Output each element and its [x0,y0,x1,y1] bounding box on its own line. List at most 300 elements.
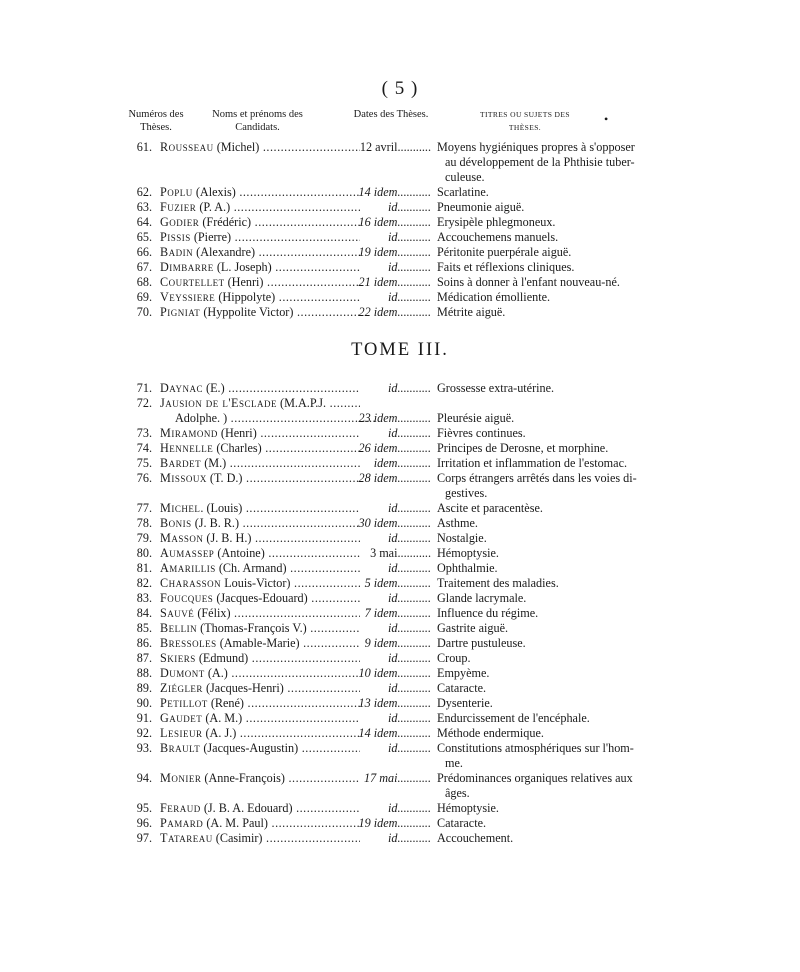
thesis-date: id ..... [355,621,431,636]
thesis-date: id ..... [355,801,431,816]
thesis-title-line: Pneumonie aiguë. [437,200,525,214]
candidate-given-names: . (Louis) [200,501,243,515]
thesis-title-line: gestives. [445,486,488,500]
header-names: Noms et prénoms des Candidats. [212,109,303,133]
candidate-given-names: (Frédéric) [199,215,252,229]
thesis-number: 65. [136,230,152,244]
thesis-title-line: au développement de la Phthisie tuber- [445,155,635,169]
header-numbers: Numéros des Thèses. [128,109,184,133]
thesis-date: id ..... [355,501,431,516]
thesis-title-line: Moyens hygiéniques propres à s'opposer [437,140,635,154]
candidate-given-names: (Charles) [213,441,262,455]
candidate-surname: Rousseau [160,140,214,154]
thesis-title [437,275,682,290]
thesis-title-line: Croup. [437,651,471,665]
thesis-entry [0,275,800,290]
candidate-name [160,245,360,260]
thesis-date: id ..... [355,426,431,441]
thesis-number: 74. [136,441,152,455]
thesis-number: 86. [136,636,152,650]
candidate-surname: Petillot [160,696,208,710]
thesis-date: 30 idem ..... [355,516,431,531]
thesis-entry [0,531,800,546]
thesis-date: id ..... [355,651,431,666]
thesis-date: 17 mai ..... [355,771,431,786]
thesis-number: 80. [136,546,152,560]
thesis-number: 82. [136,576,152,590]
thesis-title-line: Médication émolliente. [437,290,551,304]
thesis-entry [0,185,800,200]
thesis-date: 14 idem ..... [355,185,431,200]
thesis-date: id ..... [355,260,431,275]
thesis-title [437,651,682,666]
thesis-entry [0,426,800,441]
candidate-surname: Missoux [160,471,207,485]
candidate-given-names: (M.A.P.J. [276,396,327,410]
thesis-title [437,741,682,771]
thesis-entry [0,140,800,185]
thesis-title-line: Méthode endermique. [437,726,544,740]
thesis-title-line: âges. [445,786,470,800]
thesis-date: 13 idem ..... [355,696,431,711]
candidate-name [160,426,360,441]
thesis-entry [0,636,800,651]
thesis-title-line: Endurcissement de l'encéphale. [437,711,590,725]
candidate-given-names: (E.) [202,381,225,395]
thesis-entry [0,561,800,576]
thesis-number: 77. [136,501,152,515]
thesis-number: 62. [136,185,152,199]
thesis-date: 7 idem ..... [355,606,431,621]
thesis-entry [0,546,800,561]
thesis-number: 68. [136,275,152,289]
thesis-title [437,681,682,696]
thesis-title-line: Dartre pustuleuse. [437,636,526,650]
thesis-number: 71. [136,381,152,395]
thesis-title-line: Dysenterie. [437,696,493,710]
thesis-title-line: Scarlatine. [437,185,489,199]
thesis-entry [0,200,800,215]
thesis-title-line: Principes de Derosne, et morphine. [437,441,609,455]
candidate-surname: Pamard [160,816,204,830]
thesis-title-line: Ophthalmie. [437,561,498,575]
thesis-number: 69. [136,290,152,304]
thesis-entry [0,260,800,275]
candidate-name [160,576,360,591]
thesis-entry [0,230,800,245]
candidate-given-names: (Jacques-Augustin) [200,741,299,755]
candidate-given-names: (Anne-François) [201,771,285,785]
candidate-name [160,546,360,561]
candidate-surname: Bonis [160,516,192,530]
thesis-number: 81. [136,561,152,575]
candidate-given-names: (René) [207,696,244,710]
thesis-entry [0,290,800,305]
candidate-name [160,606,360,621]
thesis-number: 84. [136,606,152,620]
thesis-title-line: Pleurésie aiguë. [437,411,515,425]
thesis-title [437,290,682,305]
candidate-given-names: (P. A.) [196,200,231,214]
candidate-name [160,140,360,155]
thesis-entry [0,831,800,846]
thesis-number: 75. [136,456,152,470]
candidate-given-names: (M.) [201,456,227,470]
candidate-name [160,185,360,200]
candidate-given-names: (Hyppolite Victor) [200,305,294,319]
thesis-date: 21 idem ..... [355,275,431,290]
thesis-title-line: Erysipèle phlegmoneux. [437,215,556,229]
thesis-title [437,591,682,606]
candidate-given-names: (Félix) [194,606,231,620]
thesis-number: 97. [136,831,152,845]
candidate-name [160,621,360,636]
thesis-title-line: Asthme. [437,516,478,530]
candidate-name [160,561,360,576]
thesis-date: 3 mai ..... [355,546,431,561]
thesis-number: 63. [136,200,152,214]
thesis-number: 76. [136,471,152,485]
thesis-entry [0,816,800,831]
thesis-number: 90. [136,696,152,710]
thesis-title-line: Glande lacrymale. [437,591,527,605]
candidate-surname: Skiers [160,651,196,665]
candidate-given-names: (Alexandre) [193,245,256,259]
thesis-title-line: Grossesse extra-utérine. [437,381,555,395]
thesis-entry [0,606,800,621]
thesis-title [437,230,682,245]
candidate-surname: Monier [160,771,202,785]
thesis-entry [0,666,800,681]
candidate-surname: Pigniat [160,305,201,319]
thesis-number: 83. [136,591,152,605]
thesis-title [437,816,682,831]
thesis-entry [0,381,800,396]
candidate-given-names: (Alexis) [192,185,236,199]
thesis-list-tome-3 [0,381,800,846]
thesis-number: 66. [136,245,152,259]
candidate-given-names: (A. M. Paul) [203,816,268,830]
thesis-entry [0,215,800,230]
thesis-number: 91. [136,711,152,725]
thesis-title [437,606,682,621]
header-titles: TITRES OU SUJETS DES THÈSES. [480,110,570,132]
candidate-given-names: (Henri) [224,275,264,289]
candidate-name [160,396,360,411]
candidate-name [160,531,360,546]
thesis-date: id ..... [355,831,431,846]
thesis-number: 70. [136,305,152,319]
header-dates: Dates des Thèses. [353,109,429,120]
candidate-name [160,200,360,215]
candidate-surname: Gaudet [160,711,203,725]
thesis-date: id ..... [355,381,431,396]
thesis-title [437,831,682,846]
candidate-surname: Poplu [160,185,193,199]
thesis-date: id ..... [355,531,431,546]
thesis-entry [0,681,800,696]
thesis-title [437,546,682,561]
candidate-name [160,636,360,651]
thesis-title [437,200,682,215]
candidate-surname: Brault [160,741,201,755]
thesis-title-line: Corps étrangers arrêtés dans les voies di- [437,471,637,485]
candidate-name [160,771,360,786]
thesis-list-part-1 [0,140,800,320]
thesis-title-line: Soins à donner à l'enfant nouveau-né. [437,275,620,289]
thesis-title [437,711,682,726]
candidate-name [160,381,360,396]
thesis-number: 87. [136,651,152,665]
thesis-number: 61. [136,140,152,154]
thesis-title-line: Gastrite aiguë. [437,621,509,635]
thesis-title [437,441,682,456]
thesis-number: 93. [136,741,152,755]
candidate-name [160,831,360,846]
thesis-title [437,305,682,320]
candidate-given-names: (Henri) [217,426,257,440]
candidate-name [160,666,360,681]
candidate-surname: Masson [160,531,204,545]
thesis-title [437,696,682,711]
thesis-title [437,576,682,591]
thesis-title-line: Faits et réflexions cliniques. [437,260,575,274]
candidate-name [160,801,360,816]
candidate-given-names: (Edmund) [195,651,249,665]
thesis-title-line: Cataracte. [437,681,487,695]
thesis-title [437,140,682,185]
candidate-given-names: (A. M.) [202,711,243,725]
candidate-given-names-cont: Adolphe. ) ..... [175,411,375,426]
candidate-given-names: (J. B. H.) [203,531,252,545]
section-title: TOME III. [351,340,449,360]
candidate-name [160,230,360,245]
thesis-entry [0,441,800,456]
thesis-date: id ..... [355,561,431,576]
thesis-entry [0,471,800,501]
thesis-date: 23 idem ..... [355,411,431,426]
thesis-date: 26 idem ..... [355,441,431,456]
thesis-entry [0,771,800,801]
candidate-given-names: (Thomas-François V.) [197,621,307,635]
thesis-number: 96. [136,816,152,830]
thesis-title [437,801,682,816]
thesis-title-line: culeuse. [445,170,485,184]
thesis-entry [0,726,800,741]
thesis-entry [0,591,800,606]
candidate-surname: Dumont [160,666,205,680]
thesis-title [437,516,682,531]
bullet-mark: • [604,112,609,126]
thesis-entry [0,651,800,666]
thesis-number: 79. [136,531,152,545]
thesis-title [437,621,682,636]
candidate-surname: Feraud [160,801,201,815]
candidate-surname: Pissis [160,230,191,244]
thesis-title-line: Irritation et inflammation de l'estomac. [437,456,628,470]
thesis-title-line: Métrite aiguë. [437,305,506,319]
thesis-title-line: Ascite et paracentèse. [437,501,543,515]
thesis-title-line: Influence du régime. [437,606,539,620]
thesis-title-line: Prédominances organiques relatives aux [437,771,633,785]
thesis-number: 67. [136,260,152,274]
candidate-given-names: (T. D.) [206,471,243,485]
thesis-number: 94. [136,771,152,785]
thesis-title-line: me. [445,756,463,770]
candidate-surname: Veyssiere [160,290,216,304]
candidate-surname: Courtellet [160,275,225,289]
thesis-title-line: Empyème. [437,666,490,680]
thesis-entry [0,305,800,320]
thesis-entry [0,696,800,711]
thesis-title [437,771,682,801]
thesis-title-line: Nostalgie. [437,531,487,545]
candidate-given-names: (J. B. A. Edouard) [200,801,293,815]
thesis-entry [0,741,800,771]
thesis-date: id ..... [355,681,431,696]
candidate-surname: Foucques [160,591,214,605]
thesis-title-line: Fièvres continues. [437,426,526,440]
candidate-surname: Badin [160,245,194,259]
thesis-title [437,471,682,501]
thesis-entry [0,456,800,471]
candidate-given-names: (Pierre) [190,230,232,244]
thesis-date: id ..... [355,290,431,305]
thesis-title [437,185,682,200]
candidate-given-names: Louis-Victor) [221,576,291,590]
thesis-title-line: Hémoptysie. [437,546,499,560]
candidate-given-names: (L. Joseph) [213,260,272,274]
thesis-title [437,726,682,741]
candidate-surname: Sauvé [160,606,195,620]
candidate-given-names: (Michel) [213,140,260,154]
candidate-surname: Ziégler [160,681,203,695]
thesis-entry [0,801,800,816]
candidate-name [160,275,360,290]
candidate-name [160,516,360,531]
thesis-number: 89. [136,681,152,695]
candidate-surname: Bardet [160,456,202,470]
candidate-surname: Dimbarre [160,260,214,274]
thesis-title [437,636,682,651]
page-number: ( 5 ) [381,78,419,99]
candidate-given-names: (J. B. R.) [191,516,240,530]
candidate-given-names: (Casimir) [212,831,263,845]
thesis-number: 85. [136,621,152,635]
thesis-number: 78. [136,516,152,530]
thesis-number: 92. [136,726,152,740]
thesis-title [437,531,682,546]
thesis-title-line: Constitutions atmosphériques sur l'hom- [437,741,634,755]
thesis-title [437,501,682,516]
thesis-title [437,561,682,576]
candidate-name [160,696,360,711]
thesis-entry [0,245,800,260]
candidate-surname: Hennelle [160,441,214,455]
thesis-entry [0,621,800,636]
candidate-given-names: (Jacques-Edouard) [213,591,308,605]
candidate-name [160,471,360,486]
thesis-date: 16 idem ..... [355,215,431,230]
thesis-date: id ..... [355,591,431,606]
thesis-date: id ..... [355,230,431,245]
thesis-date: 12 avril ..... [355,140,431,155]
thesis-date: id ..... [355,711,431,726]
thesis-number: 64. [136,215,152,229]
thesis-title-line: Accouchemens manuels. [437,230,559,244]
thesis-title [437,245,682,260]
thesis-number: 72. [136,396,152,410]
candidate-surname: Fuzier [160,200,197,214]
thesis-entry [0,576,800,591]
candidate-surname: Aumassep [160,546,215,560]
candidate-name [160,711,360,726]
thesis-date: idem ..... [355,456,431,471]
candidate-surname: Jausion de l'Esclade [160,396,277,410]
candidate-surname: Tatareau [160,831,213,845]
thesis-title [437,215,682,230]
candidate-surname: Bellin [160,621,198,635]
thesis-date: id ..... [355,200,431,215]
candidate-given-names: (Antoine) [214,546,265,560]
candidate-name [160,651,360,666]
thesis-date: 28 idem ..... [355,471,431,486]
candidate-name [160,501,360,516]
candidate-surname: Lesieur [160,726,203,740]
thesis-title [437,411,682,426]
thesis-title-line: Cataracte. [437,816,487,830]
candidate-name [160,215,360,230]
candidate-surname: Godier [160,215,200,229]
candidate-given-names: (A. J.) [202,726,237,740]
thesis-title [437,381,682,396]
thesis-number: 95. [136,801,152,815]
thesis-date: 10 idem ..... [355,666,431,681]
candidate-name [160,726,360,741]
thesis-date: 5 idem ..... [355,576,431,591]
thesis-entry [0,516,800,531]
candidate-name [160,441,360,456]
candidate-given-names: (Jacques-Henri) [202,681,284,695]
thesis-number: 88. [136,666,152,680]
thesis-title [437,260,682,275]
candidate-surname: Michel [160,501,201,515]
candidate-name [160,816,360,831]
thesis-title-line: Hémoptysie. [437,801,499,815]
thesis-date: 22 idem ..... [355,305,431,320]
candidate-given-names: (Amable-Marie) [216,636,300,650]
thesis-entry [0,711,800,726]
candidate-surname: Miramond [160,426,218,440]
candidate-name [160,456,360,471]
column-headers [0,108,800,138]
candidate-surname: Charasson [160,576,222,590]
candidate-given-names: (A.) [204,666,228,680]
thesis-title [437,666,682,681]
thesis-date: 19 idem ..... [355,816,431,831]
candidate-given-names: (Ch. Armand) [215,561,287,575]
thesis-date: 14 idem ..... [355,726,431,741]
thesis-date: 9 idem ..... [355,636,431,651]
candidate-name [160,260,360,275]
candidate-surname: Amarillis [160,561,216,575]
thesis-entry [0,501,800,516]
candidate-name [160,741,360,756]
thesis-title-line: Traitement des maladies. [437,576,559,590]
thesis-number: 73. [136,426,152,440]
thesis-title-line: Péritonite puerpérale aiguë. [437,245,572,259]
candidate-surname: Daynac [160,381,203,395]
